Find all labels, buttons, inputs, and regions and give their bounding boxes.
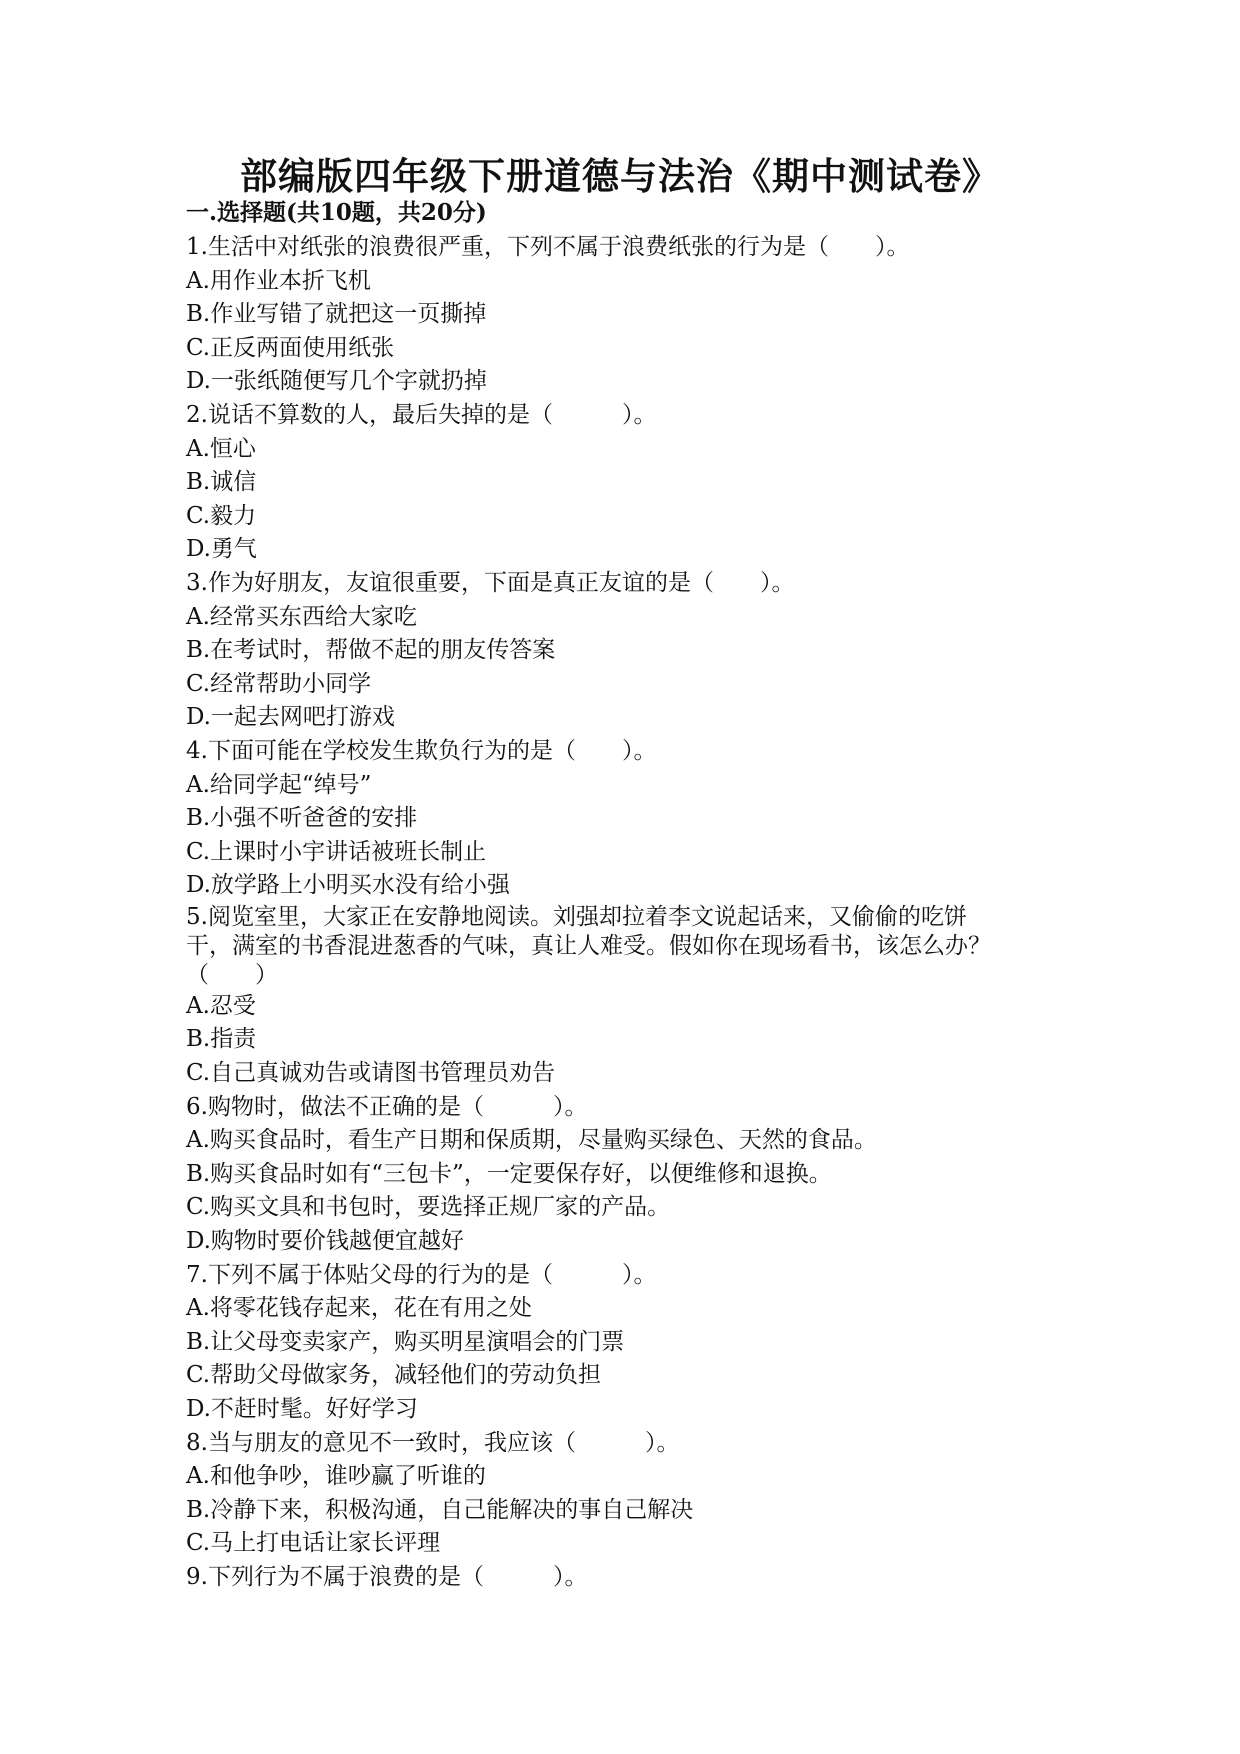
option-d: D.一张纸随便写几个字就扔掉 [186,368,487,395]
option-b: B.让父母变卖家产，购买明星演唱会的门票 [186,1328,625,1355]
question-6 [186,1091,1056,1259]
option-c: C.马上打电话让家长评理 [186,1530,441,1557]
option-a: A.经常买东西给大家吃 [186,603,417,630]
option-b: B.购买食品时如有“三包卡”，一定要保存好，以便维修和退换。 [186,1160,832,1187]
option-a: A.将零花钱存起来，花在有用之处 [186,1295,532,1322]
option-d: D.购物时要价钱越便宜越好 [186,1228,464,1255]
question-7 [186,1259,1056,1427]
question-5 [186,903,1056,1091]
option-a: A.用作业本折飞机 [186,267,371,294]
option-a: A.忍受 [186,992,256,1019]
option-b: B.作业写错了就把这一页撕掉 [186,301,487,328]
option-b: B.冷静下来，积极沟通，自己能解决的事自己解决 [186,1496,694,1523]
question-9 [186,1561,1056,1595]
option-a: A.购买食品时，看生产日期和保质期，尽量购买绿色、天然的食品。 [186,1127,877,1154]
question-3 [186,567,1056,735]
page-title: 部编版四年级下册道德与法治《期中测试卷》 [240,154,1000,198]
option-c: C.购买文具和书包时，要选择正规厂家的产品。 [186,1194,671,1221]
option-b: B.诚信 [186,469,257,496]
option-d: D.放学路上小明买水没有给小强 [186,872,510,899]
question-stem: 4.下面可能在学校发生欺负行为的是（ ）。 [186,737,657,764]
question-stem: 7.下列不属于体贴父母的行为的是（ ）。 [186,1261,657,1288]
option-d: D.不赶时髦。好好学习 [186,1396,418,1422]
question-4 [186,735,1056,903]
question-2 [186,399,1056,567]
option-c: C.经常帮助小同学 [186,670,372,697]
option-c: C.帮助父母做家务，减轻他们的劳动负担 [186,1362,602,1389]
option-d: D.勇气 [186,536,257,563]
option-b: B.在考试时，帮做不起的朋友传答案 [186,637,556,664]
question-section [186,198,1056,1595]
option-a: A.和他争吵，谁吵赢了听谁的 [186,1463,486,1490]
question-stem-line-1: 5.阅览室里，大家正在安静地阅读。刘强却拉着李文说起话来，又偷偷的吃饼 [186,903,967,930]
option-c: C.毅力 [186,502,257,529]
section-heading: 一.选择题(共10题，共20分) [186,199,487,226]
question-stem: 6.购物时，做法不正确的是（ ）。 [186,1093,588,1120]
question-stem: 1.生活中对纸张的浪费很严重，下列不属于浪费纸张的行为是（ ）。 [186,234,910,260]
option-a: A.恒心 [186,435,256,462]
option-b: B.小强不听爸爸的安排 [186,805,418,832]
question-stem-line-3: （ ） [186,961,278,988]
option-c: C.上课时小宇讲话被班长制止 [186,838,487,865]
question-stem: 8.当与朋友的意见不一致时，我应该（ ）。 [186,1429,680,1456]
question-stem: 9.下列行为不属于浪费的是（ ）。 [186,1563,588,1590]
question-8 [186,1427,1056,1561]
question-1 [186,231,1056,399]
question-stem: 3.作为好朋友，友谊很重要，下面是真正友谊的是（ ）。 [186,569,795,596]
option-c: C.正反两面使用纸张 [186,334,395,361]
option-c: C.自己真诚劝告或请图书管理员劝告 [186,1060,556,1087]
option-a: A.给同学起“绰号” [186,771,372,798]
question-stem-line-2: 干，满室的书香混进葱香的气味，真让人难受。假如你在现场看书，该怎么办？ [186,932,991,959]
question-stem: 2.说话不算数的人，最后失掉的是（ ）。 [186,401,657,428]
option-d: D.一起去网吧打游戏 [186,704,395,731]
option-b: B.指责 [186,1026,257,1053]
